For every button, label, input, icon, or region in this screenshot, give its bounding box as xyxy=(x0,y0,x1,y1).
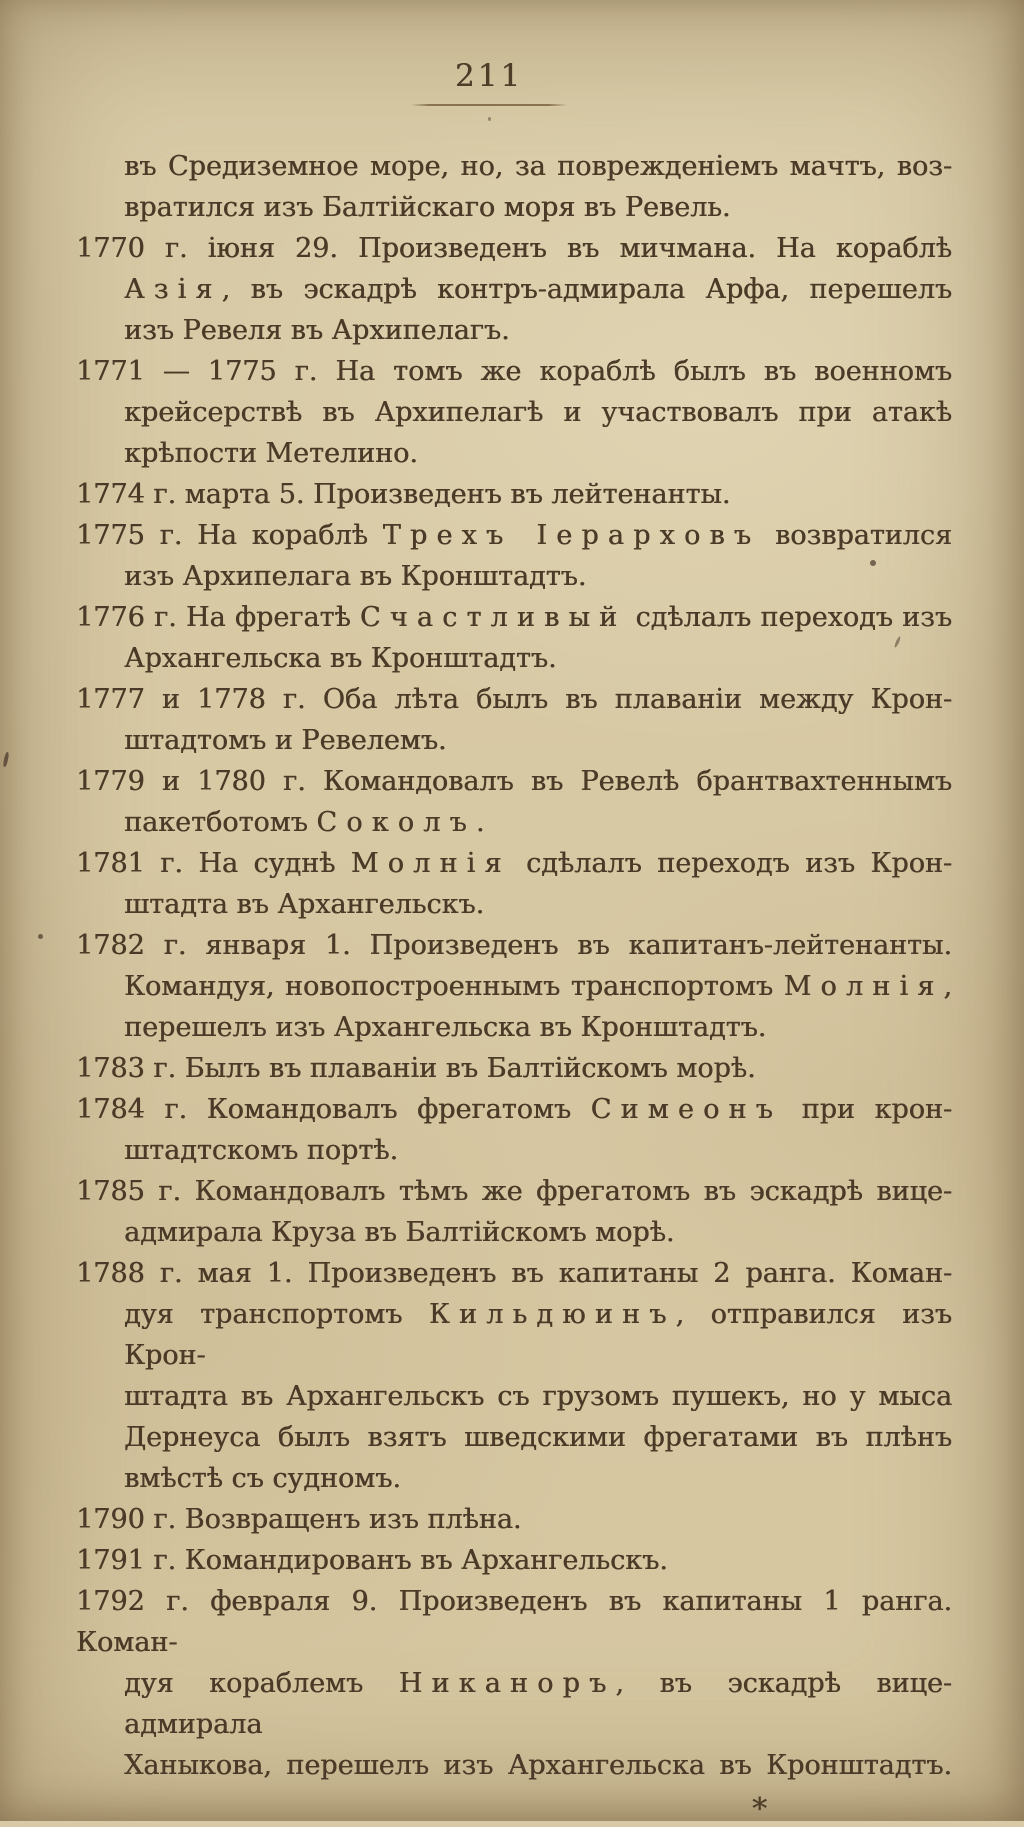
text-line xyxy=(76,1089,952,1130)
page-header xyxy=(0,0,1001,106)
scan-speck xyxy=(488,117,491,121)
text-line xyxy=(76,1007,952,1048)
text-segment: Ханыкова, перешелъ изъ Архангельска въ Кронштадтъ. xyxy=(124,1750,952,1781)
text-line xyxy=(76,392,952,433)
text-line xyxy=(76,556,952,597)
text-line xyxy=(76,1745,952,1786)
text-line xyxy=(76,802,952,843)
service-record-entry xyxy=(76,351,952,474)
text-line xyxy=(76,1376,952,1417)
text-segment: перешелъ изъ Архангельска въ Кронштадтъ. xyxy=(124,1012,767,1043)
text-segment: , отправился изъ Крон- xyxy=(124,1299,952,1371)
text-segment: дуя кораблемъ xyxy=(124,1668,399,1699)
scan-speck xyxy=(38,934,43,939)
text-line xyxy=(76,1294,952,1376)
text-segment: 1790 г. Возвращенъ изъ плѣна. xyxy=(76,1504,522,1535)
text-line xyxy=(76,679,952,720)
text-segment: вратился изъ Балтійскаго моря въ Ревель. xyxy=(124,192,731,223)
text-segment: 1777 и 1778 г. Оба лѣта былъ въ плаваніи между Крон- xyxy=(76,684,952,715)
text-line xyxy=(76,597,952,638)
text-line xyxy=(76,638,952,679)
header-rule xyxy=(411,104,567,106)
text-segment: при крон- xyxy=(781,1094,952,1125)
service-record-entry xyxy=(76,474,952,515)
text-segment: крейсерствѣ въ Архипелагѣ и участвовалъ при атакѣ xyxy=(124,397,952,428)
text-segment: дуя транспортомъ xyxy=(124,1299,429,1330)
text-segment: штадтомъ и Ревелемъ. xyxy=(124,725,447,756)
page-number: 211 xyxy=(454,58,524,94)
text-line xyxy=(76,146,952,187)
text-segment: штадта въ Архангельскъ. xyxy=(124,889,485,920)
text-segment: 1783 г. Былъ въ плаваніи въ Балтійскомъ морѣ. xyxy=(76,1053,756,1084)
continuation-paragraph xyxy=(76,146,952,228)
signature-mark: * xyxy=(752,1792,767,1827)
text-line xyxy=(76,1130,952,1171)
text-segment: . xyxy=(475,807,485,838)
text-line xyxy=(76,1212,952,1253)
text-segment: сдѣлалъ переходъ изъ xyxy=(626,602,952,633)
text-segment: Дернеуса былъ взятъ шведскими фрегатами въ плѣнъ xyxy=(124,1422,952,1453)
text-block xyxy=(0,146,1024,1786)
text-line xyxy=(76,228,952,269)
text-segment: возвратился xyxy=(760,520,952,551)
text-line xyxy=(76,351,952,392)
service-record-entry xyxy=(76,1171,952,1253)
text-segment: 1770 г. іюня 29. Произведенъ въ мичмана. На кораблѣ xyxy=(76,233,952,264)
text-segment: 1788 г. мая 1. Произведенъ въ капитаны 2 ранга. Коман- xyxy=(76,1258,952,1289)
text-segment: 1785 г. Командовалъ тѣмъ же фрегатомъ въ эскадрѣ вице- xyxy=(76,1176,952,1207)
text-line xyxy=(76,187,952,228)
text-segment: 1792 г. февраля 9. Произведенъ въ капитаны 1 ранга. Коман- xyxy=(76,1586,952,1658)
service-record-entry xyxy=(76,1499,952,1540)
ship-name: Молнія xyxy=(350,848,511,879)
text-line xyxy=(76,433,952,474)
ship-name: Соколъ xyxy=(316,807,476,838)
text-segment: , въ эскадрѣ контръ-адмирала Арфа, перешелъ xyxy=(221,274,952,305)
service-record-entry xyxy=(76,843,952,925)
scan-speck xyxy=(870,560,876,566)
text-line xyxy=(76,310,952,351)
text-line xyxy=(76,884,952,925)
text-segment: крѣпости Метелино. xyxy=(124,438,418,469)
service-record-entry xyxy=(76,228,952,351)
text-line xyxy=(76,843,952,884)
text-segment: адмирала Круза въ Балтійскомъ морѣ. xyxy=(124,1217,675,1248)
ship-name: Счастливый xyxy=(359,602,627,633)
text-segment: 1781 г. На суднѣ xyxy=(76,848,351,879)
service-record-entry xyxy=(76,1540,952,1581)
text-segment: 1776 г. На фрегатѣ xyxy=(76,602,360,633)
text-segment: вмѣстѣ съ судномъ. xyxy=(124,1463,401,1494)
text-line xyxy=(76,1499,952,1540)
text-line xyxy=(76,1663,952,1745)
ship-name: Молнія xyxy=(783,971,944,1002)
text-segment: Командуя, новопостроеннымъ транспортомъ xyxy=(124,971,784,1002)
text-line xyxy=(76,1171,952,1212)
service-record-entry xyxy=(76,1253,952,1499)
text-segment: 1782 г. января 1. Произведенъ въ капитанъ-лейтенанты. xyxy=(76,930,952,961)
text-segment: 1779 и 1780 г. Командовалъ въ Ревелѣ брантвахтеннымъ xyxy=(76,766,952,797)
service-record-entry xyxy=(76,515,952,597)
service-record-entry xyxy=(76,1581,952,1786)
text-line xyxy=(76,1540,952,1581)
text-segment: , xyxy=(943,971,952,1002)
text-segment: 1784 г. Командовалъ фрегатомъ xyxy=(76,1094,591,1125)
text-segment: 1771 — 1775 г. На томъ же кораблѣ былъ въ военномъ xyxy=(76,356,952,387)
text-segment: 1791 г. Командированъ въ Архангельскъ. xyxy=(76,1545,668,1576)
text-line xyxy=(76,925,952,966)
ship-name: Симеонъ xyxy=(590,1094,782,1125)
service-record-entry xyxy=(76,925,952,1048)
text-segment: изъ Ревеля въ Архипелагъ. xyxy=(124,315,510,346)
text-segment: 1774 г. марта 5. Произведенъ въ лейтенанты. xyxy=(76,479,731,510)
ship-name: Азія xyxy=(124,274,222,305)
text-segment: сдѣлалъ переходъ изъ Крон- xyxy=(510,848,952,879)
service-record-entry xyxy=(76,761,952,843)
text-line xyxy=(76,966,952,1007)
text-line xyxy=(76,1458,952,1499)
text-segment: изъ Архипелага въ Кронштадтъ. xyxy=(124,561,587,592)
ship-name: Трехъ Іерарховъ xyxy=(382,520,761,551)
text-segment: въ Средиземное море, но, за поврежденіемъ мачтъ, воз- xyxy=(124,151,952,182)
text-segment: пакетботомъ xyxy=(124,807,317,838)
ship-name: Кильдюинъ xyxy=(428,1299,676,1330)
service-record-entry xyxy=(76,1089,952,1171)
text-line xyxy=(76,1581,952,1663)
text-line xyxy=(76,269,952,310)
text-segment: , въ эскадрѣ вице-адмирала xyxy=(124,1668,952,1740)
text-line xyxy=(76,474,952,515)
text-segment: 1775 г. На кораблѣ xyxy=(76,520,383,551)
text-line xyxy=(76,761,952,802)
service-record-entry xyxy=(76,1048,952,1089)
text-segment: штадта въ Архангельскъ съ грузомъ пушекъ, но у мыса xyxy=(124,1381,952,1412)
text-segment: Архангельска въ Кронштадтъ. xyxy=(124,643,557,674)
text-line xyxy=(76,1417,952,1458)
ship-name: Никаноръ xyxy=(398,1668,616,1699)
text-segment: штадтскомъ портѣ. xyxy=(124,1135,399,1166)
service-record-entry xyxy=(76,597,952,679)
service-record-entry xyxy=(76,679,952,761)
text-line xyxy=(76,515,952,556)
text-line xyxy=(76,1048,952,1089)
text-line xyxy=(76,720,952,761)
text-line xyxy=(76,1253,952,1294)
